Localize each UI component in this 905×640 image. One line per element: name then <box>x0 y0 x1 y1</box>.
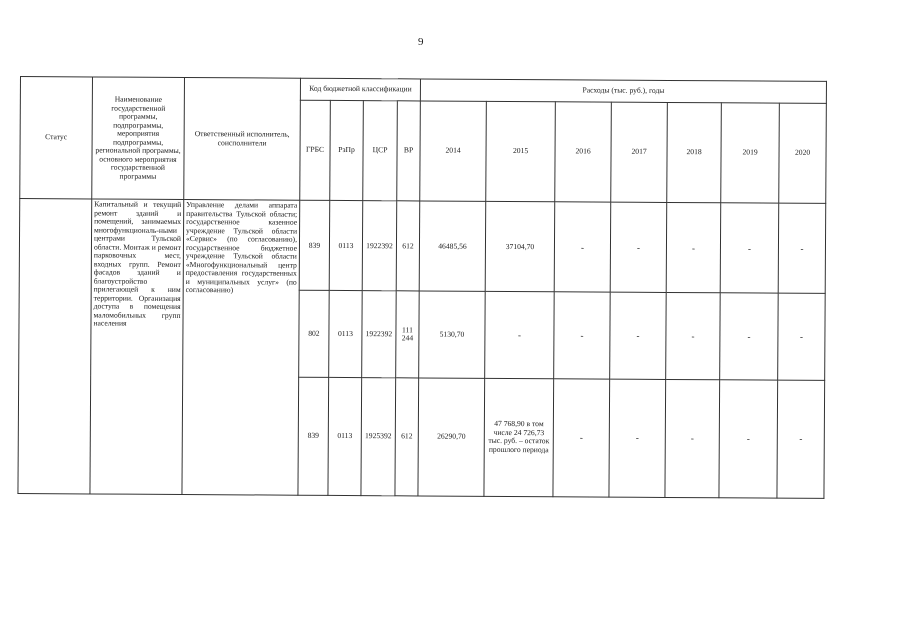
header-year-2018: 2018 <box>667 103 722 204</box>
header-csr: ЦСР <box>363 101 398 201</box>
header-year-2016: 2016 <box>555 102 612 203</box>
value-2017-cell: - <box>609 379 666 498</box>
value-2018-cell: - <box>666 293 721 380</box>
header-year-2015: 2015 <box>486 101 556 202</box>
header-grbs: ГРБС <box>300 100 331 200</box>
header-year-2017: 2017 <box>611 102 668 203</box>
value-2020-cell: - <box>778 203 826 293</box>
rzpr-cell: 0113 <box>329 201 363 291</box>
activity-name-cell: Капитальный и текущий ремонт зданий и помещений, занимаемых многофункциональ-ными центрами Тульской области. Монтаж и ремонт парковочных мест, входных групп. Ремонт фасадов зданий и благоустройство прилегающей к ним территории. Организация доступа в помещения маломобильных групп населения <box>90 199 184 494</box>
responsible-cell: Управление делами аппарата правительства Тульской области; государственное казенное учреждение Тульской области «Сервис» (по согласованию), государственное бюджетное учреждение Тульской области «Многофункциональный центр предоставления государственных и муниципальных услуг» (по согласованию) <box>182 200 300 495</box>
header-expenses: Расходы (тыс. руб.), годы <box>420 79 826 104</box>
value-2017-cell: - <box>610 293 667 380</box>
value-2020-cell: - <box>778 294 826 380</box>
value-2015-cell: - <box>485 292 555 379</box>
rzpr-cell: 0113 <box>328 377 362 496</box>
header-vr: ВР <box>397 101 421 201</box>
value-2014-cell: 46485,56 <box>419 201 486 292</box>
vr-cell: 612 <box>395 377 419 495</box>
value-2018-cell: - <box>665 379 720 498</box>
page-number: 9 <box>418 36 424 48</box>
value-2019-cell: - <box>720 293 779 380</box>
header-status: Статус <box>20 77 93 200</box>
value-2019-cell: - <box>720 203 779 294</box>
grbs-cell: 802 <box>299 291 330 377</box>
grbs-cell: 839 <box>299 200 330 290</box>
header-rzpr: РзПр <box>330 100 364 200</box>
csr-cell: 1922392 <box>362 291 397 377</box>
value-2017-cell: - <box>610 202 667 293</box>
value-2015-cell: 47 768,90 в том числе 24 726,73 тыс. руб. – остаток прошлого периода <box>484 378 554 497</box>
vr-cell: 111 244 <box>396 291 420 377</box>
table-row <box>19 199 826 294</box>
value-2016-cell: - <box>554 202 611 293</box>
rzpr-cell: 0113 <box>329 291 363 377</box>
vr-cell: 612 <box>396 201 420 291</box>
grbs-cell: 839 <box>298 377 329 495</box>
value-2020-cell: - <box>777 380 825 499</box>
header-year-2014: 2014 <box>420 101 487 202</box>
status-cell <box>18 199 92 494</box>
header-responsible: Ответственный исполнитель, соисполнители <box>184 78 301 201</box>
value-2016-cell: - <box>554 292 611 379</box>
value-2019-cell: - <box>719 379 778 498</box>
header-year-2019: 2019 <box>721 103 780 204</box>
header-year-2020: 2020 <box>779 103 827 204</box>
header-name: Наименование государственной программы, подпрограммы, мероприятия подпрограммы, региональной программы, основного мероприятия государственной программы <box>92 77 185 200</box>
csr-cell: 1922392 <box>362 201 397 291</box>
value-2014-cell: 5130,70 <box>419 291 486 378</box>
budget-table <box>17 76 827 499</box>
value-2018-cell: - <box>666 203 721 294</box>
value-2015-cell: 37104,70 <box>485 202 555 293</box>
header-budget-code: Код бюджетной классификации <box>300 78 420 101</box>
value-2016-cell: - <box>553 378 610 497</box>
value-2014-cell: 26290,70 <box>418 378 485 497</box>
csr-cell: 1925392 <box>361 377 396 496</box>
